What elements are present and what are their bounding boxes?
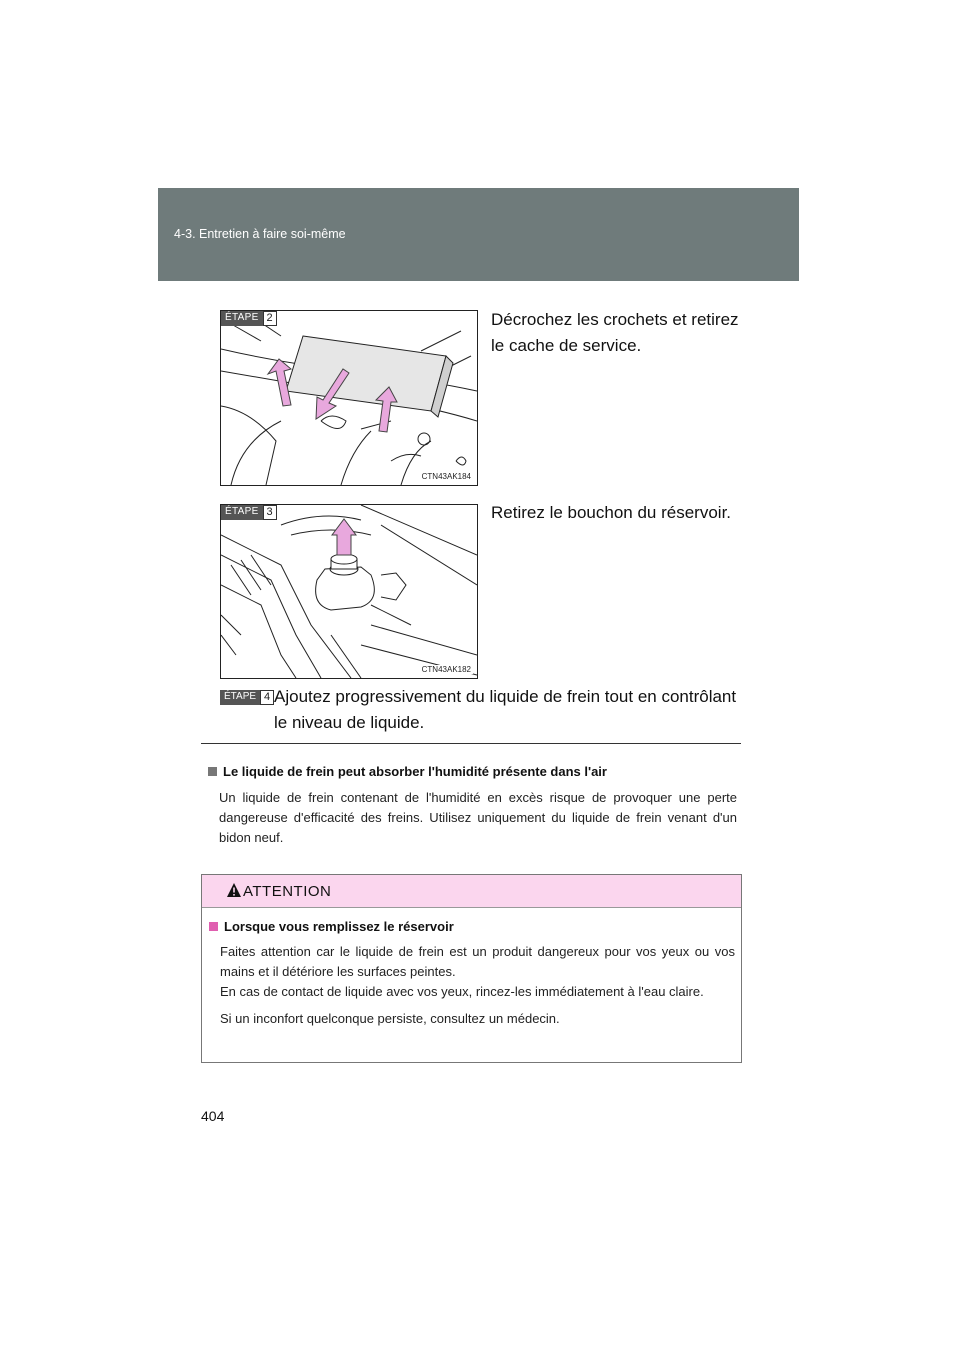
warning-para1-line1: Faites attention car le liquide de frein est un produit dangereux pour vos yeux ou vos mains et il détériore les surfaces peintes. bbox=[220, 944, 735, 979]
bullet-square-icon bbox=[208, 767, 217, 776]
warning-para1-line2: En cas de contact de liquide avec vos yeux, rincez-les immédiatement à l'eau claire. bbox=[220, 984, 704, 999]
step4-text-line2: le niveau de liquide. bbox=[274, 713, 425, 732]
divider bbox=[201, 743, 741, 744]
section-title: 4-3. Entretien à faire soi-même bbox=[174, 227, 346, 241]
step2-text-line1: Décrochez les crochets et retirez bbox=[491, 310, 739, 329]
step4-badge bbox=[220, 690, 274, 705]
step2-text-line2: le cache de service. bbox=[491, 336, 642, 355]
warning-box bbox=[201, 874, 742, 1063]
note-body: Un liquide de frein contenant de l'humidité en excès risque de provoquer une perte dangereuse d'efficacité des freins. Utilisez uniquement du liquide de frein venant d'un bidon neuf. bbox=[219, 790, 737, 845]
step2-badge bbox=[221, 311, 277, 326]
warning-triangle-icon bbox=[227, 883, 241, 897]
warning-body bbox=[220, 942, 735, 1036]
step-badge-number: 3 bbox=[263, 505, 277, 520]
step4-text bbox=[274, 684, 744, 736]
warning-subheading-text: Lorsque vous remplissez le réservoir bbox=[224, 919, 454, 934]
step-badge-word: ÉTAPE bbox=[220, 690, 260, 705]
step2-text bbox=[491, 307, 739, 359]
note-heading bbox=[208, 764, 607, 779]
step3-text-line1: Retirez le bouchon du réservoir. bbox=[491, 503, 732, 522]
step-badge-word: ÉTAPE bbox=[221, 505, 263, 520]
warning-title: ATTENTION bbox=[243, 883, 332, 900]
warning-subheading bbox=[209, 919, 454, 934]
engine-cover-drawing bbox=[221, 311, 477, 485]
note-heading-text: Le liquide de frein peut absorber l'humidité présente dans l'air bbox=[223, 764, 607, 779]
step3-illustration bbox=[220, 504, 478, 679]
step3-badge bbox=[221, 505, 277, 520]
step-badge-number: 2 bbox=[263, 311, 277, 326]
image-code: CTN43AK182 bbox=[421, 665, 471, 674]
step-badge-number: 4 bbox=[260, 690, 274, 705]
warning-paragraph-1 bbox=[220, 942, 735, 1002]
step3-text bbox=[491, 500, 731, 526]
bullet-square-icon bbox=[209, 922, 218, 931]
step-badge-word: ÉTAPE bbox=[221, 311, 263, 326]
image-code: CTN43AK184 bbox=[421, 472, 471, 481]
page-number: 404 bbox=[201, 1108, 225, 1124]
warning-header bbox=[202, 875, 741, 908]
section-header bbox=[158, 188, 799, 281]
step4-text-line1: Ajoutez progressivement du liquide de frein tout en contrôlant bbox=[274, 687, 737, 706]
step2-illustration bbox=[220, 310, 478, 486]
reservoir-drawing bbox=[221, 505, 477, 678]
warning-paragraph-2: Si un inconfort quelconque persiste, consultez un médecin. bbox=[220, 1011, 560, 1026]
